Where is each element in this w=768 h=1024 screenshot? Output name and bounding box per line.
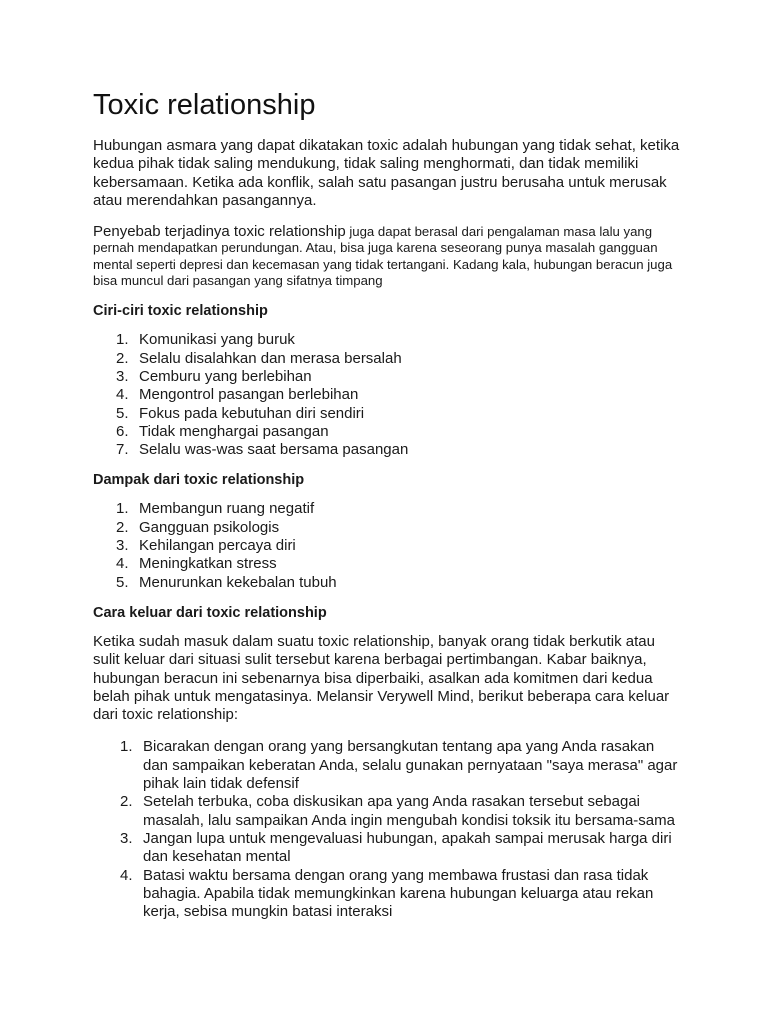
list-item <box>93 331 683 349</box>
list-item <box>93 574 683 592</box>
list-item-text: Meningkatkan stress <box>139 555 277 573</box>
list-item-text: Setelah terbuka, coba diskusikan apa yang Anda rasakan tersebut sebagai masalah, lalu sampaikan Anda ingin mengubah kondisi toksik itu bersama-sama <box>143 793 675 829</box>
causes-lead-text: Penyebab terjadinya toxic relationship <box>93 223 346 241</box>
list-item-text: Komunikasi yang buruk <box>139 331 295 349</box>
impact-heading: Dampak dari toxic relationship <box>93 472 305 489</box>
list-number: 1. <box>116 331 129 349</box>
list-number: 4. <box>116 386 129 404</box>
list-item-text: Batasi waktu bersama dengan orang yang membawa frustasi dan rasa tidak bahagia. Apabila tidak memungkinkan karena hubungan keluarga atau rekan kerja, sebisa mungkin batasi interaksi <box>143 866 654 921</box>
list-item-text: Bicarakan dengan orang yang bersangkutan tentang apa yang Anda rasakan dan sampaikan keberatan Anda, selalu gunakan pernyataan "saya merasa" agar pihak lain tidak defensif <box>143 738 678 793</box>
signs-list <box>93 331 683 459</box>
list-number: 5. <box>116 404 129 422</box>
list-item-text: Tidak menghargai pasangan <box>139 422 329 440</box>
exit-list <box>93 738 683 921</box>
list-item <box>93 867 683 922</box>
list-item-text: Cemburu yang berlebihan <box>139 367 312 385</box>
list-item <box>93 405 683 423</box>
list-item <box>93 386 683 404</box>
signs-heading: Ciri-ciri toxic relationship <box>93 303 268 320</box>
list-number: 2. <box>120 793 133 811</box>
intro-paragraph: Hubungan asmara yang dapat dikatakan toxic adalah hubungan yang tidak sehat, ketika kedua pihak tidak saling mendukung, tidak saling menghormati, dan tidak memiliki kebersamaan. Ketika ada konflik, salah satu pasangan justru berusaha untuk merusak atau merendahkan pasangannya. <box>93 137 680 209</box>
list-item <box>93 368 683 386</box>
list-item <box>93 423 683 441</box>
list-item-text: Menurunkan kekebalan tubuh <box>139 573 337 591</box>
list-number: 2. <box>116 349 129 367</box>
list-item <box>93 537 683 555</box>
impact-list <box>93 500 683 591</box>
list-item <box>93 830 683 867</box>
list-item-text: Fokus pada kebutuhan diri sendiri <box>139 404 365 422</box>
list-number: 3. <box>116 537 129 555</box>
list-item <box>93 350 683 368</box>
page-title: Toxic relationship <box>93 89 316 121</box>
list-item-text: Membangun ruang negatif <box>139 500 315 518</box>
list-item <box>93 519 683 537</box>
list-number: 5. <box>116 573 129 591</box>
list-item <box>93 441 683 459</box>
list-item <box>93 738 683 793</box>
list-item-text: Kehilangan percaya diri <box>139 537 296 555</box>
exit-heading: Cara keluar dari toxic relationship <box>93 604 327 621</box>
list-number: 2. <box>116 518 129 536</box>
document-page <box>93 86 683 933</box>
exit-paragraph: Ketika sudah masuk dalam suatu toxic relationship, banyak orang tidak berkutik atau sulit keluar dari situasi sulit tersebut karena berbagai pertimbangan. Kabar baiknya, hubungan beracun ini sebenarnya bisa diperbaiki, asalkan ada komitmen dari kedua belah pihak untuk mengatasinya. Melansir Verywell Mind, berikut beberapa cara keluar dari toxic relationship: <box>93 632 670 724</box>
list-item <box>93 793 683 830</box>
list-number: 3. <box>120 829 133 847</box>
list-item-text: Jangan lupa untuk mengevaluasi hubungan, apakah sampai merusak harga diri dan kesehatan mental <box>143 829 672 866</box>
list-item-text: Mengontrol pasangan berlebihan <box>139 386 359 404</box>
list-item-text: Selalu disalahkan dan merasa bersalah <box>139 349 402 367</box>
list-number: 4. <box>116 555 129 573</box>
list-item <box>93 500 683 518</box>
list-number: 6. <box>116 422 129 440</box>
list-number: 1. <box>116 500 129 518</box>
list-number: 1. <box>120 738 133 756</box>
list-number: 3. <box>116 367 129 385</box>
list-item-text: Selalu was-was saat bersama pasangan <box>139 441 409 459</box>
list-number: 4. <box>120 866 133 884</box>
list-item-text: Gangguan psikologis <box>139 518 280 536</box>
list-number: 7. <box>116 441 129 459</box>
list-item <box>93 555 683 573</box>
causes-rest-text: juga dapat berasal dari pengalaman masa lalu yang pernah mendapatkan perundungan. Atau, bisa juga karena seseorang punya masalah gangguan mental seperti depresi dan kecemasan yang tidak tertangani. Kadang kala, hubungan beracun juga bisa muncul dari pasangan yang sifatnya timpang <box>93 224 673 289</box>
causes-paragraph <box>93 224 683 289</box>
